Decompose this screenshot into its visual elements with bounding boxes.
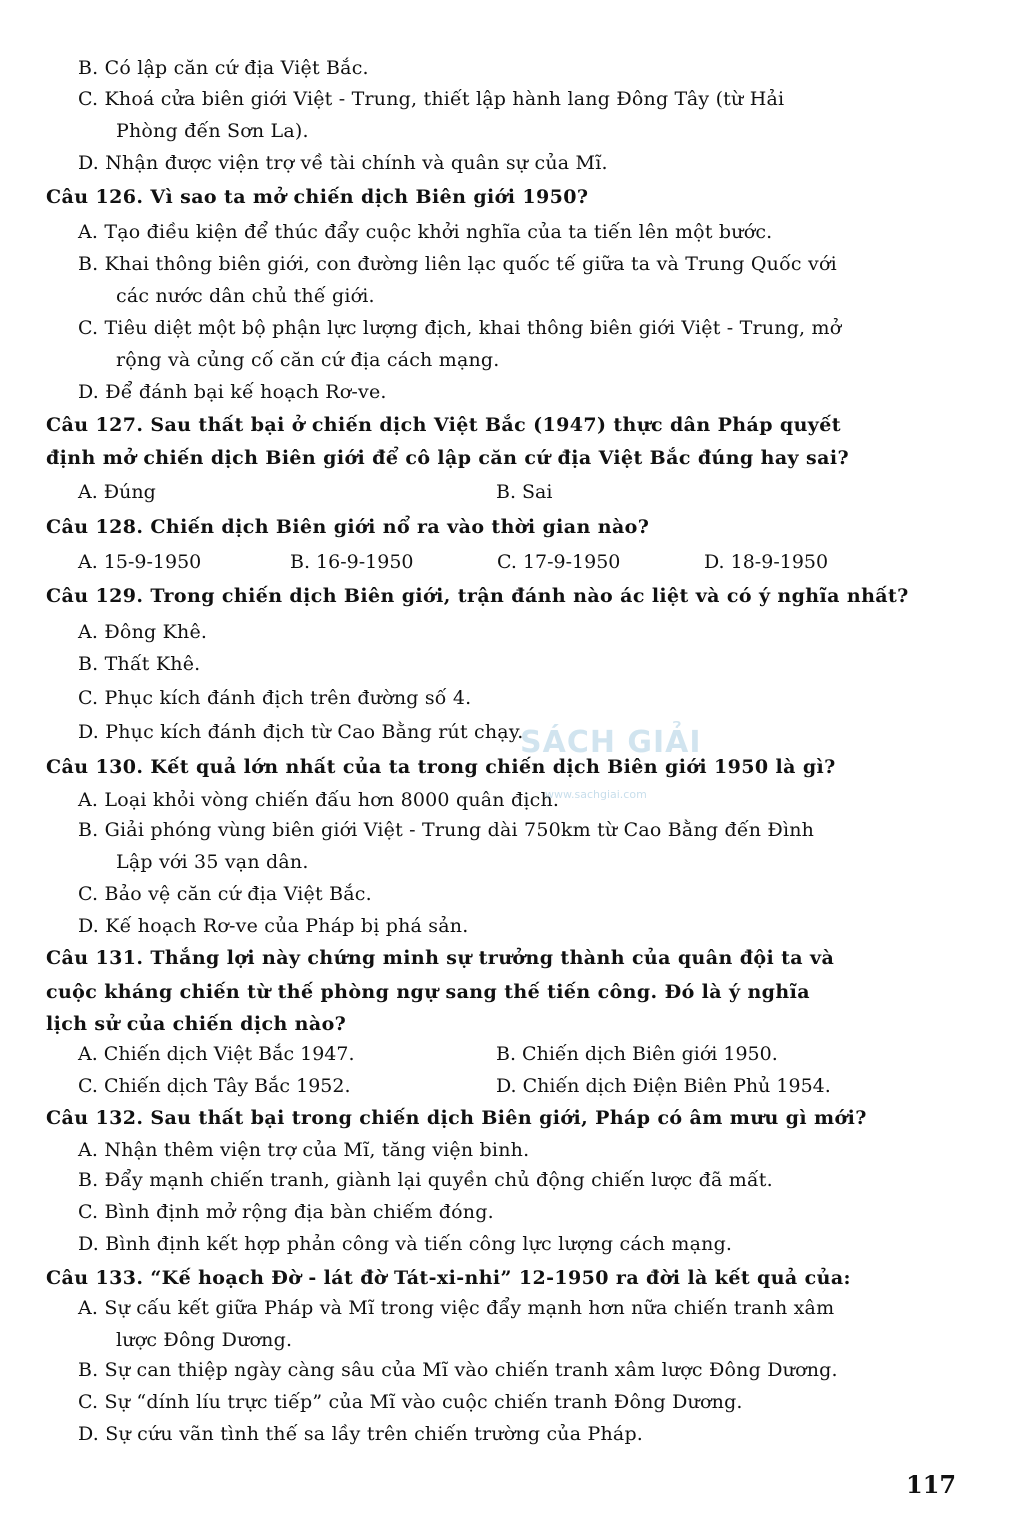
option-continuation: Phòng đến Sơn La). [116,120,309,142]
question-line: Câu 129. Trong chiến dịch Biên giới, trận đánh nào ác liệt và có ý nghĩa nhất? [46,585,909,607]
question-line: Câu 133. “Kế hoạch Đờ - lát đờ Tát-xi-nhi” 12-1950 ra đời là kết quả của: [46,1267,851,1289]
answer-option: C. Bình định mở rộng địa bàn chiếm đóng. [78,1201,494,1223]
answer-option: B. Thất Khê. [78,653,201,675]
answer-option: B. Chiến dịch Biên giới 1950. [496,1043,778,1065]
answer-option: D. Sự cứu vãn tình thế sa lầy trên chiến trường của Pháp. [78,1423,644,1445]
answer-option: A. Đông Khê. [78,621,208,643]
page-number: 117 [906,1470,957,1499]
answer-option: A. Nhận thêm viện trợ của Mĩ, tăng viện binh. [78,1139,530,1161]
answer-option: A. 15-9-1950 [78,551,202,573]
answer-option: C. Phục kích đánh địch trên đường số 4. [78,687,472,709]
answer-option: C. Tiêu diệt một bộ phận lực lượng địch, khai thông biên giới Việt - Trung, mở [78,317,842,339]
answer-option: D. Nhận được viện trợ về tài chính và quân sự của Mĩ. [78,152,608,174]
question-line: cuộc kháng chiến từ thế phòng ngự sang thế tiến công. Đó là ý nghĩa [46,981,810,1003]
answer-option: D. 18-9-1950 [704,551,829,573]
answer-option: D. Phục kích đánh địch từ Cao Bằng rút chạy. [78,721,524,743]
option-continuation: Lập với 35 vạn dân. [116,851,309,873]
answer-option: A. Đúng [78,481,156,503]
answer-option: C. 17-9-1950 [497,551,621,573]
answer-option: D. Bình định kết hợp phản công và tiến công lực lượng cách mạng. [78,1233,733,1255]
answer-option: D. Kế hoạch Rơ-ve của Pháp bị phá sản. [78,915,469,937]
option-continuation: các nước dân chủ thế giới. [116,285,375,307]
question-line: định mở chiến dịch Biên giới để cô lập căn cứ địa Việt Bắc đúng hay sai? [46,447,849,469]
answer-option: C. Bảo vệ căn cứ địa Việt Bắc. [78,883,372,905]
answer-option: C. Khoá cửa biên giới Việt - Trung, thiết lập hành lang Đông Tây (từ Hải [78,88,785,110]
answer-option: C. Sự “dính líu trực tiếp” của Mĩ vào cuộc chiến tranh Đông Dương. [78,1391,743,1413]
answer-option: A. Sự cấu kết giữa Pháp và Mĩ trong việc đẩy mạnh hơn nữa chiến tranh xâm [78,1297,835,1319]
watermark-url: www.sachgiai.com [545,788,647,801]
answer-option: D. Chiến dịch Điện Biên Phủ 1954. [496,1075,831,1097]
answer-option: B. Đẩy mạnh chiến tranh, giành lại quyền chủ động chiến lược đã mất. [78,1169,773,1191]
answer-option: B. Khai thông biên giới, con đường liên lạc quốc tế giữa ta và Trung Quốc với [78,253,837,275]
answer-option: A. Loại khỏi vòng chiến đấu hơn 8000 quân địch. [78,789,560,811]
question-line: Câu 132. Sau thất bại trong chiến dịch Biên giới, Pháp có âm mưu gì mới? [46,1107,867,1129]
watermark-logo: SÁCH GIẢI [520,725,702,760]
question-line: Câu 130. Kết quả lớn nhất của ta trong chiến dịch Biên giới 1950 là gì? [46,756,836,778]
answer-option: A. Chiến dịch Việt Bắc 1947. [78,1043,355,1065]
answer-option: B. 16-9-1950 [290,551,414,573]
question-line: Câu 127. Sau thất bại ở chiến dịch Việt Bắc (1947) thực dân Pháp quyết [46,414,841,436]
answer-option: A. Tạo điều kiện để thúc đẩy cuộc khởi nghĩa của ta tiến lên một bước. [78,221,773,243]
answer-option: B. Có lập căn cứ địa Việt Bắc. [78,57,369,79]
answer-option: B. Sai [496,481,553,503]
answer-option: D. Để đánh bại kế hoạch Rơ-ve. [78,381,387,403]
answer-option: B. Giải phóng vùng biên giới Việt - Trung dài 750km từ Cao Bằng đến Đình [78,819,815,841]
question-line: Câu 126. Vì sao ta mở chiến dịch Biên giới 1950? [46,186,589,208]
option-continuation: rộng và củng cố căn cứ địa cách mạng. [116,349,500,371]
question-line: Câu 128. Chiến dịch Biên giới nổ ra vào thời gian nào? [46,516,650,538]
question-line: Câu 131. Thắng lợi này chứng minh sự trưởng thành của quân đội ta và [46,947,835,969]
answer-option: C. Chiến dịch Tây Bắc 1952. [78,1075,351,1097]
question-line: lịch sử của chiến dịch nào? [46,1013,347,1035]
answer-option: B. Sự can thiệp ngày càng sâu của Mĩ vào chiến tranh xâm lược Đông Dương. [78,1359,838,1381]
option-continuation: lược Đông Dương. [116,1329,293,1351]
